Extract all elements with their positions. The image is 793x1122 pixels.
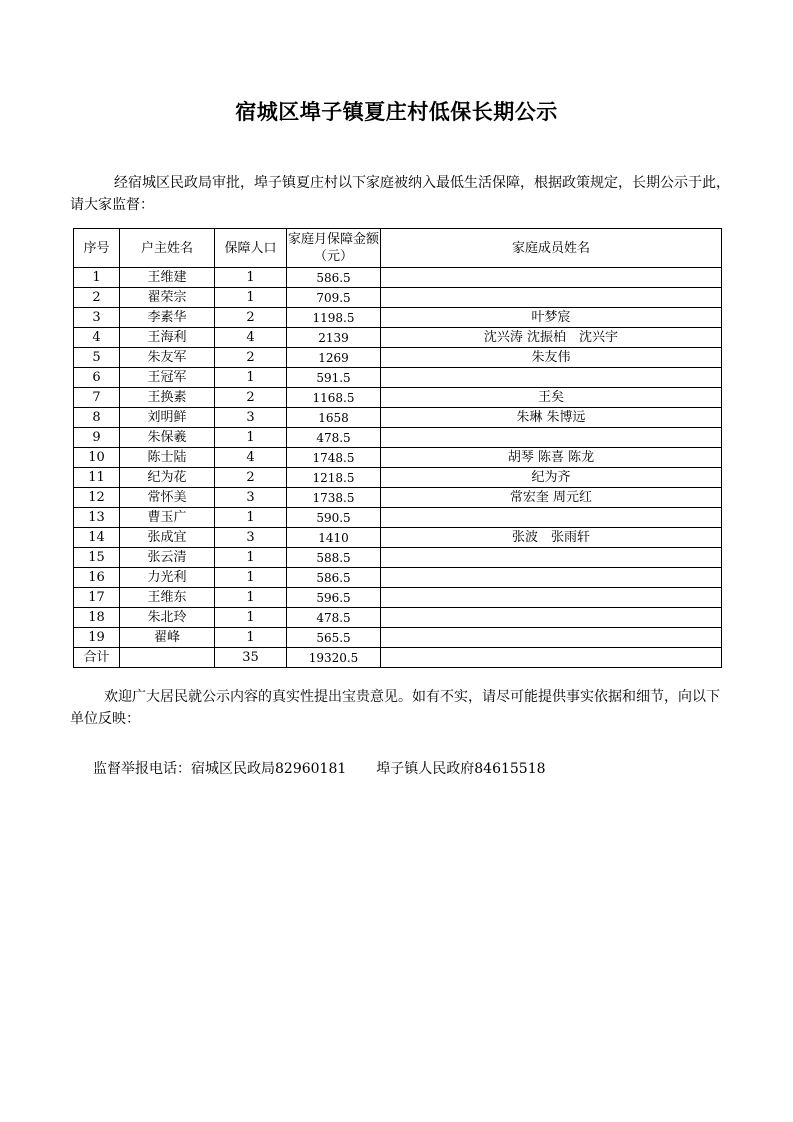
cell-people: 3 xyxy=(215,528,287,548)
total-people: 35 xyxy=(215,648,287,668)
table-row xyxy=(74,628,722,648)
cell-name: 王维东 xyxy=(120,588,215,608)
cell-amount: 709.5 xyxy=(287,288,381,308)
cell-members: 胡琴 陈喜 陈龙 xyxy=(381,448,722,468)
cell-amount: 1748.5 xyxy=(287,448,381,468)
header-name: 户主姓名 xyxy=(120,229,215,268)
cell-no: 13 xyxy=(74,508,120,528)
cell-members: 朱琳 朱博远 xyxy=(381,408,722,428)
intro-paragraph: 经宿城区民政局审批，埠子镇夏庄村以下家庭被纳入最低生活保障，根据政策规定，长期公示于此，请大家监督： xyxy=(70,175,730,213)
cell-name: 朱北玲 xyxy=(120,608,215,628)
header-members: 家庭成员姓名 xyxy=(381,229,722,268)
cell-amount: 588.5 xyxy=(287,548,381,568)
table-total-row xyxy=(74,648,722,668)
cell-people: 2 xyxy=(215,308,287,328)
cell-members xyxy=(381,288,722,308)
cell-name: 朱保羲 xyxy=(120,428,215,448)
table-row xyxy=(74,268,722,288)
page-title: 宿城区埠子镇夏庄村低保长期公示 xyxy=(235,100,558,124)
cell-members: 张波 张雨轩 xyxy=(381,528,722,548)
cell-amount: 596.5 xyxy=(287,588,381,608)
cell-members xyxy=(381,628,722,648)
table-row xyxy=(74,328,722,348)
table-row xyxy=(74,288,722,308)
cell-name: 朱友军 xyxy=(120,348,215,368)
table-row xyxy=(74,508,722,528)
cell-people: 1 xyxy=(215,368,287,388)
cell-amount: 1198.5 xyxy=(287,308,381,328)
cell-no: 8 xyxy=(74,408,120,428)
header-amount: 家庭月保障金额（元） xyxy=(287,229,381,268)
cell-people: 2 xyxy=(215,348,287,368)
cell-no: 9 xyxy=(74,428,120,448)
cell-name: 王维建 xyxy=(120,268,215,288)
cell-amount: 1218.5 xyxy=(287,468,381,488)
contact-civil-affairs: 宿城区民政局82960181 xyxy=(191,761,347,777)
cell-no: 17 xyxy=(74,588,120,608)
feedback-notice: 欢迎广大居民就公示内容的真实性提出宝贵意见。如有不实，请尽可能提供事实依据和细节，向以下单位反映： xyxy=(70,689,720,727)
cell-name: 常怀美 xyxy=(120,488,215,508)
cell-amount: 478.5 xyxy=(287,428,381,448)
cell-members xyxy=(381,608,722,628)
cell-name: 王海利 xyxy=(120,328,215,348)
cell-members xyxy=(381,508,722,528)
cell-no: 4 xyxy=(74,328,120,348)
cell-amount: 1738.5 xyxy=(287,488,381,508)
cell-members xyxy=(381,548,722,568)
cell-no: 7 xyxy=(74,388,120,408)
cell-no: 11 xyxy=(74,468,120,488)
assistance-table xyxy=(73,228,722,668)
cell-name: 纪为花 xyxy=(120,468,215,488)
cell-members xyxy=(381,428,722,448)
cell-members: 沈兴涛 沈振柏 沈兴宇 xyxy=(381,328,722,348)
cell-name: 王冠军 xyxy=(120,368,215,388)
table-row xyxy=(74,468,722,488)
cell-people: 1 xyxy=(215,508,287,528)
cell-name: 翟荣宗 xyxy=(120,288,215,308)
cell-members xyxy=(381,268,722,288)
cell-no: 15 xyxy=(74,548,120,568)
cell-no: 18 xyxy=(74,608,120,628)
total-amount: 19320.5 xyxy=(287,648,381,668)
cell-name: 翟峰 xyxy=(120,628,215,648)
cell-amount: 1410 xyxy=(287,528,381,548)
table-row xyxy=(74,448,722,468)
cell-people: 1 xyxy=(215,268,287,288)
cell-name: 王换素 xyxy=(120,388,215,408)
cell-people: 1 xyxy=(215,428,287,448)
table-row xyxy=(74,528,722,548)
cell-amount: 478.5 xyxy=(287,608,381,628)
table-row xyxy=(74,568,722,588)
cell-no: 2 xyxy=(74,288,120,308)
cell-name: 陈士陆 xyxy=(120,448,215,468)
cell-amount: 1269 xyxy=(287,348,381,368)
total-label: 合计 xyxy=(74,648,120,668)
cell-people: 1 xyxy=(215,628,287,648)
cell-people: 3 xyxy=(215,488,287,508)
table-row xyxy=(74,608,722,628)
contact-line xyxy=(93,758,546,778)
cell-name: 曹玉广 xyxy=(120,508,215,528)
cell-no: 5 xyxy=(74,348,120,368)
cell-amount: 586.5 xyxy=(287,268,381,288)
table-row xyxy=(74,488,722,508)
cell-no: 10 xyxy=(74,448,120,468)
table-row xyxy=(74,308,722,328)
cell-name: 刘明鲜 xyxy=(120,408,215,428)
cell-amount: 586.5 xyxy=(287,568,381,588)
table-row xyxy=(74,388,722,408)
cell-amount: 591.5 xyxy=(287,368,381,388)
cell-amount: 1658 xyxy=(287,408,381,428)
cell-people: 2 xyxy=(215,388,287,408)
cell-name: 张成宜 xyxy=(120,528,215,548)
cell-name: 张云清 xyxy=(120,548,215,568)
cell-members: 纪为齐 xyxy=(381,468,722,488)
cell-amount: 2139 xyxy=(287,328,381,348)
cell-amount: 590.5 xyxy=(287,508,381,528)
cell-people: 1 xyxy=(215,588,287,608)
cell-no: 19 xyxy=(74,628,120,648)
contact-label: 监督举报电话： xyxy=(93,761,191,777)
cell-no: 1 xyxy=(74,268,120,288)
cell-people: 1 xyxy=(215,608,287,628)
total-members xyxy=(381,648,722,668)
cell-no: 3 xyxy=(74,308,120,328)
table-header-row xyxy=(74,229,722,268)
cell-members: 朱友伟 xyxy=(381,348,722,368)
cell-people: 2 xyxy=(215,468,287,488)
cell-name: 李素华 xyxy=(120,308,215,328)
cell-no: 12 xyxy=(74,488,120,508)
cell-name: 力光利 xyxy=(120,568,215,588)
cell-people: 4 xyxy=(215,448,287,468)
table-row xyxy=(74,428,722,448)
header-no: 序号 xyxy=(74,229,120,268)
cell-members: 常宏奎 周元红 xyxy=(381,488,722,508)
cell-no: 16 xyxy=(74,568,120,588)
cell-amount: 1168.5 xyxy=(287,388,381,408)
table-row xyxy=(74,408,722,428)
table-row xyxy=(74,368,722,388)
cell-members xyxy=(381,588,722,608)
cell-members xyxy=(381,368,722,388)
cell-people: 1 xyxy=(215,568,287,588)
table-row xyxy=(74,348,722,368)
header-people: 保障人口 xyxy=(215,229,287,268)
cell-people: 3 xyxy=(215,408,287,428)
table-row xyxy=(74,548,722,568)
cell-no: 6 xyxy=(74,368,120,388)
cell-people: 1 xyxy=(215,548,287,568)
cell-members: 叶梦宸 xyxy=(381,308,722,328)
contact-town-government: 埠子镇人民政府84615518 xyxy=(376,761,546,777)
cell-members xyxy=(381,568,722,588)
cell-people: 1 xyxy=(215,288,287,308)
cell-people: 4 xyxy=(215,328,287,348)
cell-members: 王矣 xyxy=(381,388,722,408)
total-name xyxy=(120,648,215,668)
table-row xyxy=(74,588,722,608)
cell-no: 14 xyxy=(74,528,120,548)
cell-amount: 565.5 xyxy=(287,628,381,648)
